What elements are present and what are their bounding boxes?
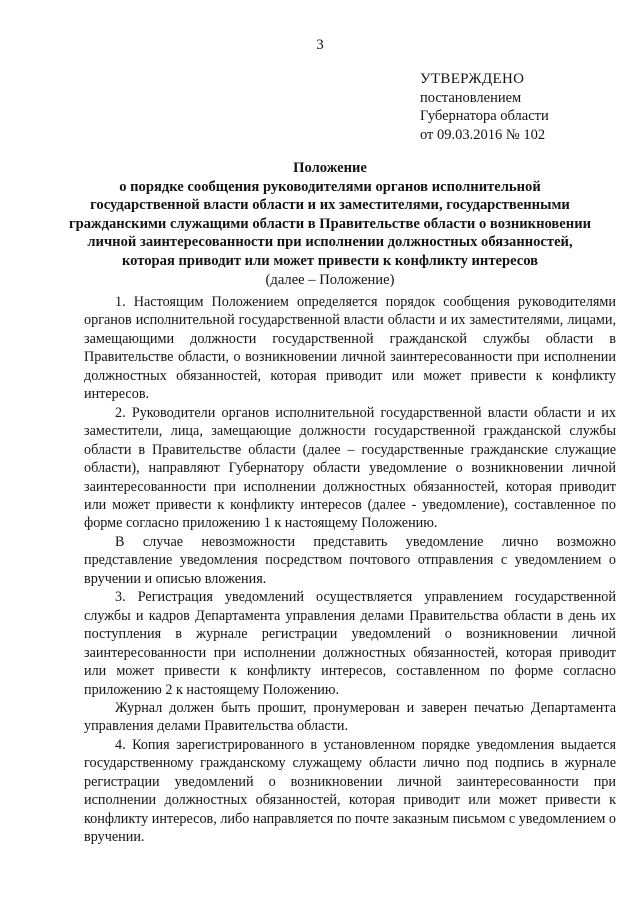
title-line-5: личной заинтересованности при исполнении должностных обязанностей, bbox=[87, 234, 573, 251]
document-body bbox=[84, 293, 616, 847]
paragraph-4: 3. Регистрация уведомлений осуществляется управлением государственной службы и кадров Департамента управления делами Правительства области в день их поступления в журнале регистрации уведомлений о возникновении личной заинтересованности при исполнении должностных обязанностей, которая приводит или может привести к конфликту интересов, составленном по форме согласно приложению 2 к настоящему Положению. bbox=[84, 589, 616, 698]
approval-stamp bbox=[420, 70, 549, 144]
approval-word: УТВЕРЖДЕНО bbox=[420, 71, 525, 87]
title-line-4: гражданскими служащими области в Правительстве области о возникновении bbox=[68, 215, 592, 232]
document-title bbox=[60, 159, 600, 289]
title-line-3: государственной власти области и их заместителями, государственными bbox=[90, 197, 570, 214]
approval-line-1: постановлением bbox=[420, 89, 522, 106]
paragraph-2: 2. Руководители органов исполнительной государственной власти области и их заместители, лица, замещающие должности государственной гражданской службы области в Правительстве области (далее – государственные гражданские служащие области), направляют Губернатору области уведомление о возникновении личной заинтересованности при исполнении должностных обязанностей, которая приводит или может привести к конфликту интересов (далее - уведомление), составленное по форме согласно приложению 1 к настоящему Положению. bbox=[84, 404, 616, 532]
title-subtitle: (далее – Положение) bbox=[265, 271, 395, 288]
page-number: 3 bbox=[316, 37, 324, 53]
title-line-2: о порядке сообщения руководителями органов исполнительной bbox=[119, 178, 541, 195]
paragraph-5: Журнал должен быть прошит, пронумерован и заверен печатью Департамента управления делами Правительства области. bbox=[84, 699, 616, 735]
approval-line-2: Губернатора области bbox=[420, 108, 549, 124]
paragraph-3: В случае невозможности представить уведомление лично возможно представление уведомления посредством почтового отправления с уведомлением о вручении и описью вложения. bbox=[84, 533, 616, 587]
approval-line-3: от 09.03.2016 № 102 bbox=[420, 126, 546, 143]
paragraph-6: 4. Копия зарегистрированного в установленном порядке уведомления выдается государственному гражданскому служащему области лично под подпись в журнале регистрации уведомлений о возникновении личной заинтересованности при исполнении должностных обязанностей, которая приводит или может привести к конфликту интересов, либо направляется по почте заказным письмом с уведомлением о вручении. bbox=[84, 736, 617, 846]
paragraph-1: 1. Настоящим Положением определяется порядок сообщения руководителями органов исполнительной государственной власти области и их заместителями, лицами, замещающими должности государственной гражданской службы области в Правительстве области, о возникновении личной заинтересованности при исполнении должностных обязанностей, которая приводит или может привести к конфликту интересов. bbox=[84, 294, 616, 403]
title-line-1: Положение bbox=[293, 160, 367, 176]
title-line-6: которая приводит или может привести к конфликту интересов bbox=[121, 252, 539, 269]
